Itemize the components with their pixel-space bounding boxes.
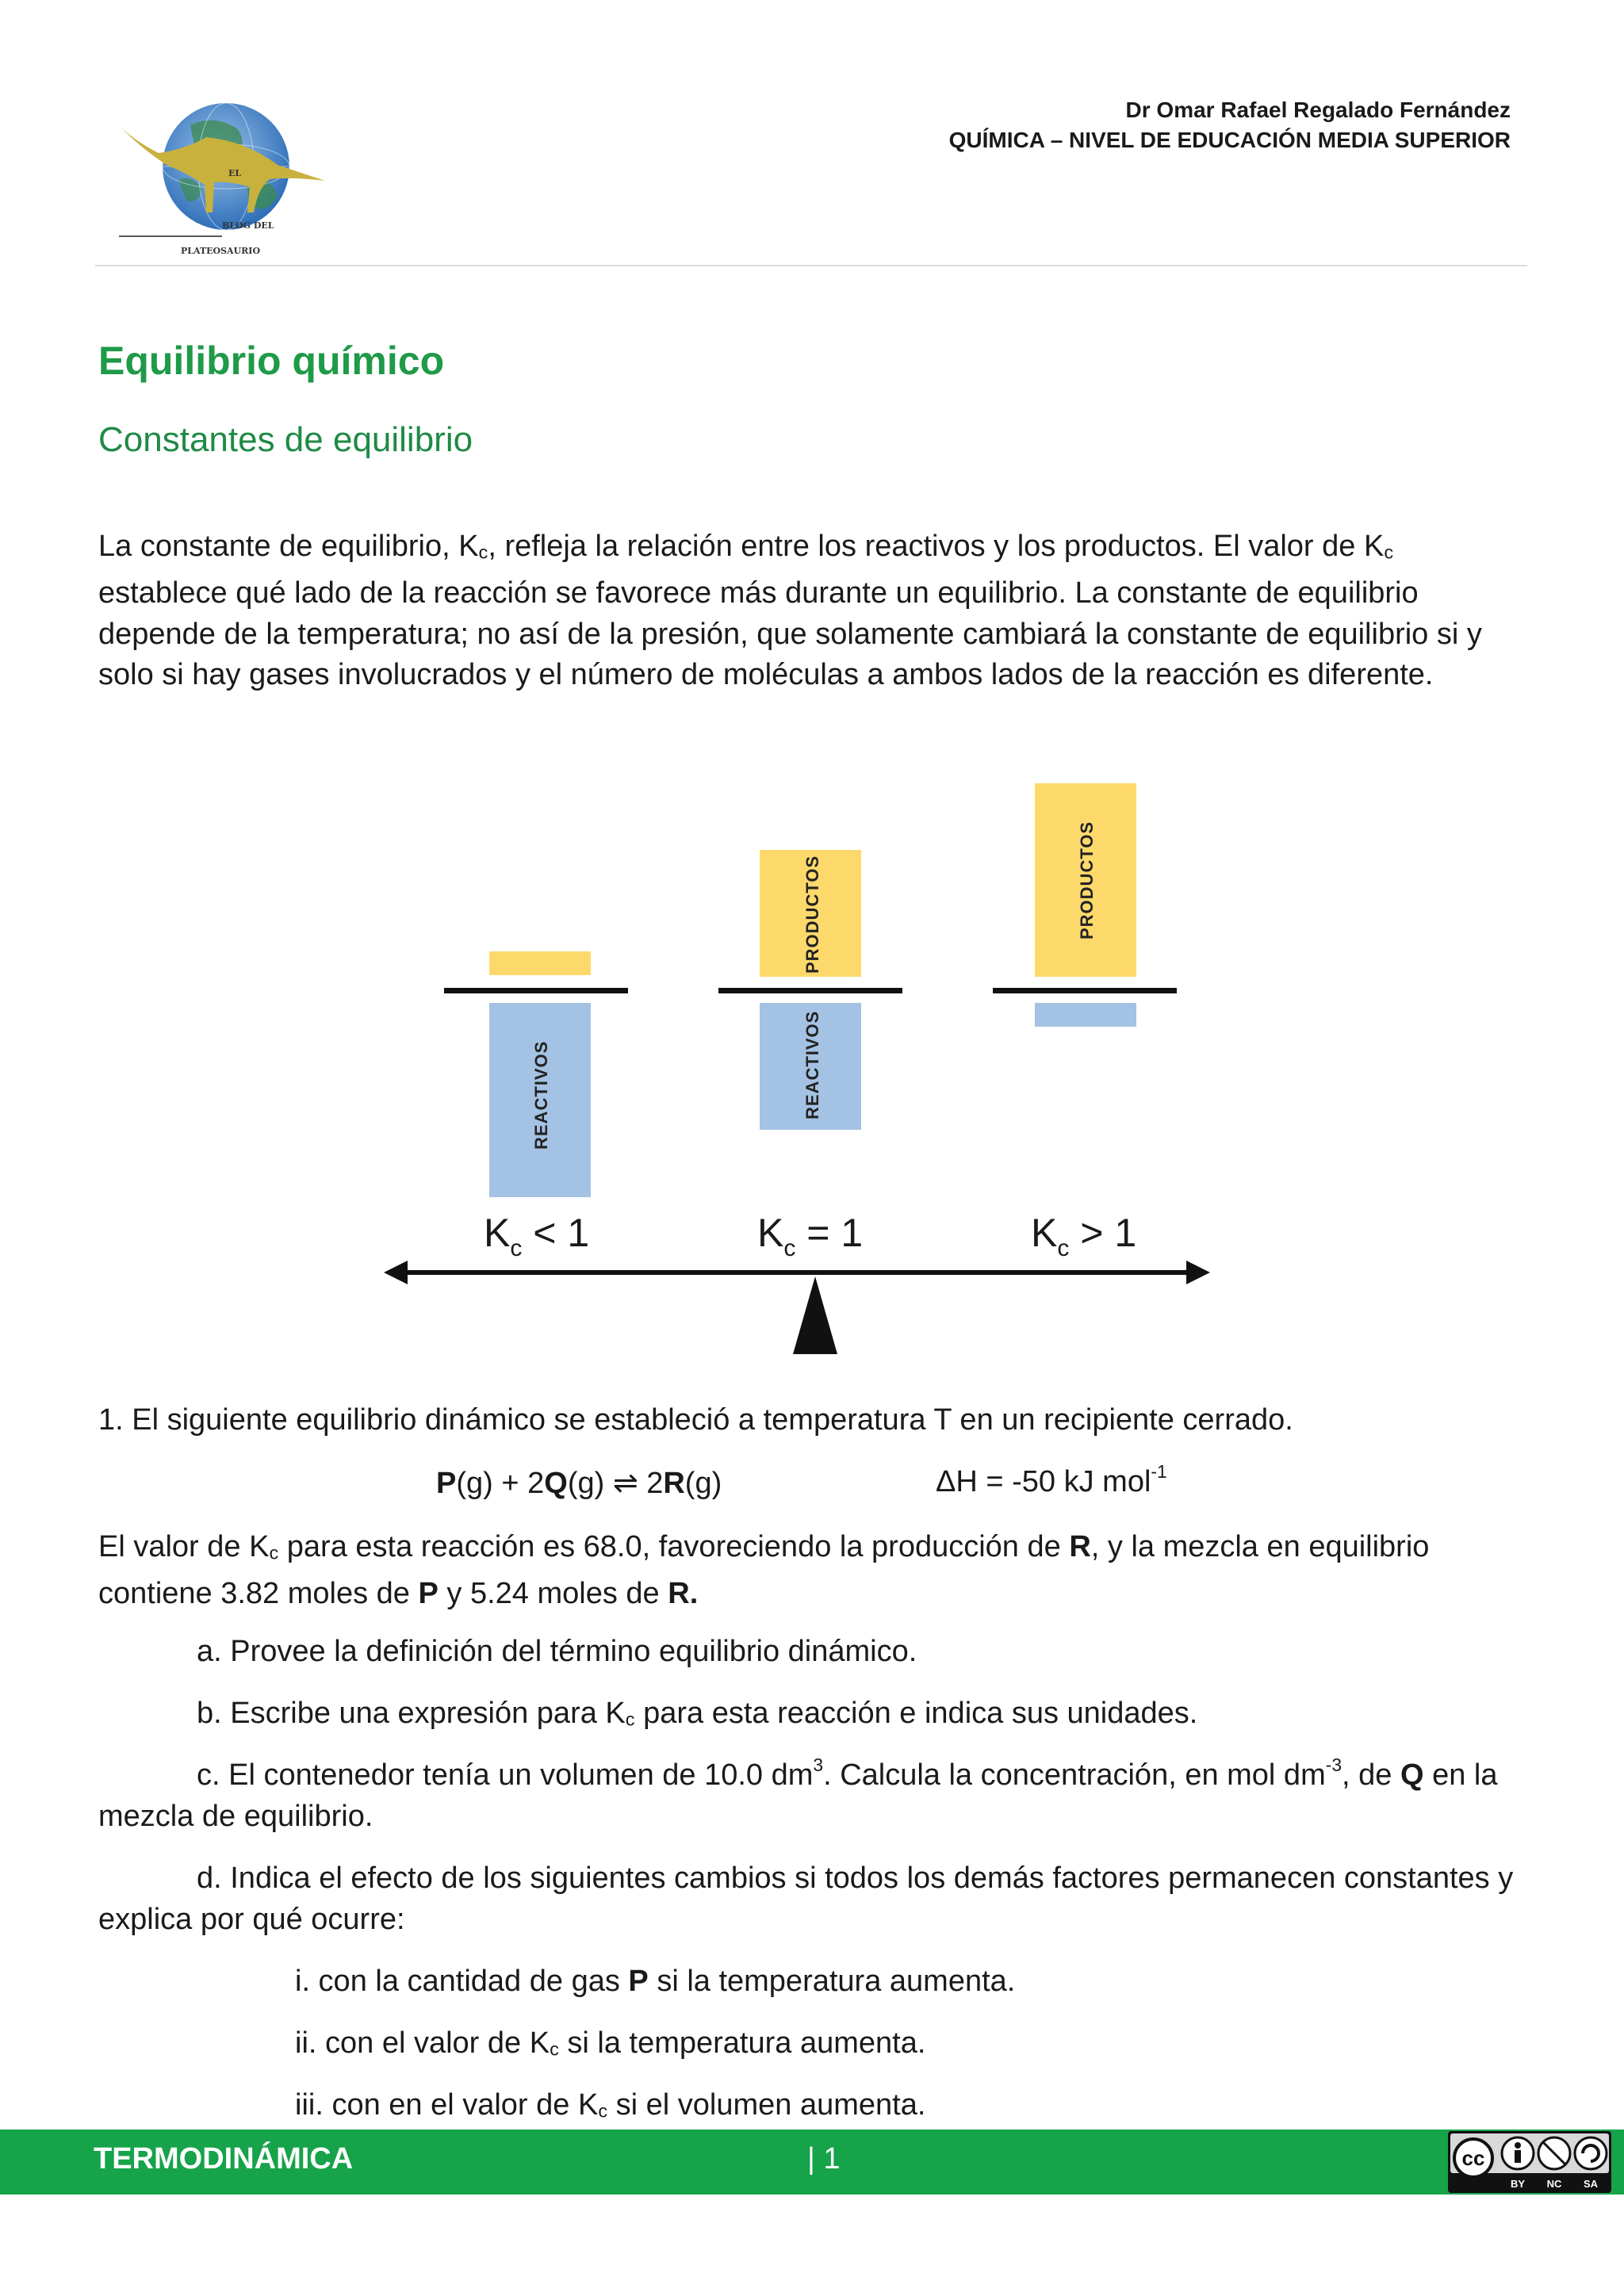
footer-title: TERMODINÁMICA [94, 2142, 354, 2175]
products-label-3: PRODUCTOS [1077, 821, 1097, 939]
shelf-line-1 [444, 988, 628, 993]
shelf-line-2 [718, 988, 902, 993]
author-name: Dr Omar Rafael Regalado Fernández [1125, 98, 1511, 122]
question-item-a: a. Provee la definición del término equilibrio dinámico. [197, 1635, 917, 1668]
page-title: Equilibrio químico [98, 339, 445, 383]
logo-text-blog: BLOG DEL [222, 220, 274, 231]
question-item-d-i: i. con la cantidad de gas P si la temperatura aumenta. [295, 1965, 1016, 1998]
seesaw-beam [404, 1270, 1197, 1275]
section-subtitle: Constantes de equilibrio [98, 420, 473, 459]
equilibrium-seesaw-diagram [381, 761, 1237, 1372]
license-by: BY [1510, 2178, 1526, 2190]
sa-icon [1575, 2137, 1607, 2169]
shelf-line-3 [993, 988, 1177, 993]
reactants-bar-kc-greater [1035, 1003, 1136, 1027]
logo-text-el: EL [228, 168, 242, 178]
logo-text-plateosaurio: PLATEOSAURIO [181, 246, 261, 256]
reactants-label-2: REACTIVOS [802, 1010, 822, 1119]
question-item-d: d. Indica el efecto de los siguientes cambios si todos los demás factores permanecen constantes y explica por qué ocurre: [98, 1862, 1514, 1936]
fulcrum-triangle-icon [793, 1276, 837, 1354]
chemical-equation: P(g) + 2Q(g) ⇌ 2R(g) [436, 1467, 722, 1500]
svg-text:cc: cc [1461, 2146, 1485, 2170]
blog-logo [111, 94, 341, 260]
question-item-c: c. El contenedor tenía un volumen de 10.0 $dm^3$. Calcula la concentración, en mol $dm^{-3}$, de Q en la mezcla de equilibrio. [98, 1754, 1498, 1833]
license-sa: SA [1583, 2178, 1599, 2190]
plateosaurus-globe-icon [111, 94, 341, 260]
enthalpy-value: ΔH = -50 kJ mol$^{-1}$ [936, 1460, 1167, 1498]
left-arrowhead-icon [384, 1261, 408, 1284]
header-divider [95, 265, 1527, 266]
kc-less-label: $K_c < 1$ [484, 1211, 590, 1261]
reactants-label-1: REACTIVOS [531, 1040, 551, 1150]
products-bar-kc-less [489, 951, 591, 975]
question-context: El valor de Kc para esta reacción es 68.0, favoreciendo la producción de R, y la mezcla en equilibrio contiene 3.82 moles de P y 5.24 moles de R. [98, 1530, 1430, 1611]
right-arrowhead-icon [1186, 1261, 1210, 1284]
question-item-b: b. Escribe una expresión para Kc para esta reacción e indica sus unidades. [197, 1697, 1198, 1730]
cc-license-badge [1448, 2131, 1611, 2193]
products-label-2: PRODUCTOS [802, 855, 822, 974]
license-nc: NC [1546, 2178, 1562, 2190]
kc-greater-label: $K_c > 1$ [1031, 1211, 1137, 1261]
course-name: QUÍMICA – NIVEL DE EDUCACIÓN MEDIA SUPERIOR [948, 128, 1511, 152]
question-1-statement: 1. El siguiente equilibrio dinámico se estableció a temperatura T en un recipiente cerrado. [98, 1403, 1293, 1437]
intro-paragraph: La constante de equilibrio, Kc, refleja la relación entre los reactivos y los productos. El valor de Kc establece qué lado de la reacción se favorece más durante un equilibrio. La constante de equilibrio depende de la temperatura; no así de la presión, que solamente cambiará la constante de equilibrio si y solo si hay gases involucrados y el número de moléculas a ambos lados de la reacción es diferente. [98, 530, 1482, 692]
page-number: | 1 [807, 2142, 841, 2175]
kc-equal-label: $K_c = 1$ [757, 1211, 864, 1261]
question-item-d-iii: iii. con en el valor de Kc si el volumen aumenta. [295, 2088, 926, 2122]
question-item-d-ii: ii. con el valor de Kc si la temperatura aumenta. [295, 2026, 926, 2060]
header-author-block [949, 95, 1511, 155]
